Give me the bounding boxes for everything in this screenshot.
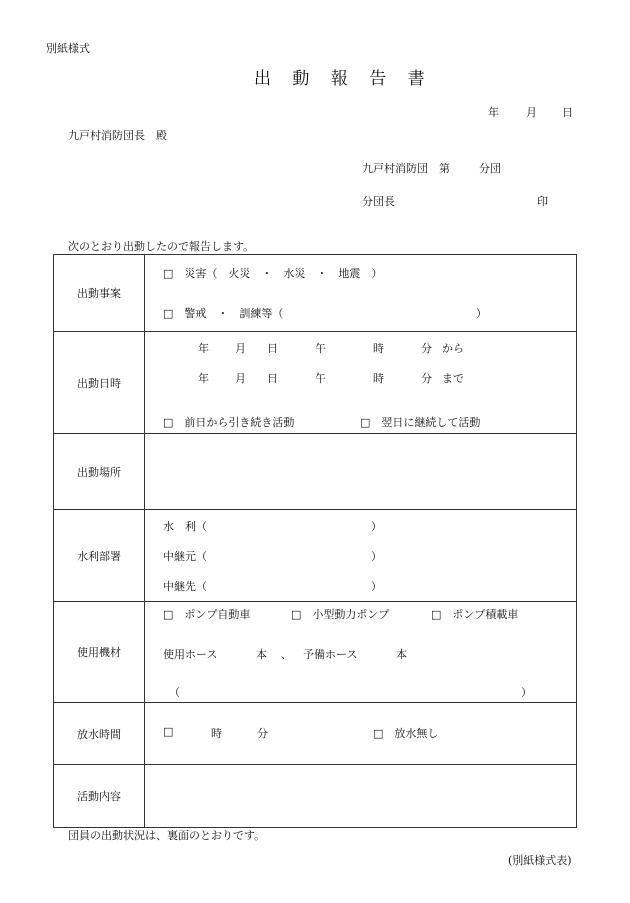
relay-dest-label: 中継先（ — [163, 580, 207, 593]
field-place[interactable] — [145, 434, 577, 510]
label-discharge: 放水時間 — [54, 703, 145, 765]
discharge-minute: 分 — [257, 727, 268, 740]
until-ampm: 午 — [315, 372, 326, 385]
label-case: 出動事案 — [54, 255, 145, 332]
spare-hose-label: 予備ホース — [303, 648, 358, 661]
until-year: 年 — [198, 372, 209, 385]
footer-note: 団員の出動状況は、裏面のとおりです。 — [68, 829, 266, 842]
discharge-hour: 時 — [211, 727, 222, 740]
page-title: 出 動 報 告 書 — [254, 69, 433, 89]
until-hour: 時 — [373, 372, 384, 385]
row-equipment — [54, 602, 577, 703]
date-month: 月 — [526, 106, 537, 119]
date-day: 日 — [562, 106, 573, 119]
field-equipment[interactable] — [145, 602, 577, 703]
date-year: 年 — [488, 106, 499, 119]
until-day: 日 — [267, 372, 278, 385]
checkbox-pump-carrier[interactable]: □ ポンプ積載車 — [431, 608, 519, 621]
relay-origin-label: 中継元（ — [163, 550, 207, 563]
hose-unit: 本 — [256, 648, 267, 661]
case-option-alert[interactable]: □ 警戒 ・ 訓練等（ — [163, 307, 284, 320]
label-water: 水利部署 — [54, 510, 145, 602]
checkbox-no-discharge[interactable]: □ 放水無し — [373, 727, 439, 740]
until-suffix: まで — [442, 372, 464, 385]
from-minute: 分 — [421, 342, 432, 355]
from-month: 月 — [235, 342, 246, 355]
from-day: 日 — [267, 342, 278, 355]
hose-label: 使用ホース — [163, 648, 218, 661]
equipment-note-open: （ — [169, 686, 180, 699]
checkbox-next-day[interactable]: □ 翌日に継続して活動 — [360, 416, 481, 429]
footer-reference: (別紙様式表) — [508, 854, 572, 867]
label-equipment: 使用機材 — [54, 602, 145, 703]
equipment-note-close: ） — [521, 686, 532, 699]
from-year: 年 — [198, 342, 209, 355]
sender-branch: 分団 — [479, 162, 501, 175]
label-datetime: 出動日時 — [54, 332, 145, 434]
checkbox-discharge-time[interactable]: □ — [163, 725, 174, 738]
from-suffix: から — [442, 342, 464, 355]
label-activity: 活動内容 — [54, 765, 145, 828]
label-place: 出動場所 — [54, 434, 145, 510]
row-discharge — [54, 703, 577, 765]
report-table — [53, 254, 577, 828]
sender-title: 分団長 — [362, 195, 395, 208]
sender-org: 九戸村消防団 第 — [362, 162, 450, 175]
until-month: 月 — [235, 372, 246, 385]
from-ampm: 午 — [315, 342, 326, 355]
form-label: 別紙様式 — [46, 42, 90, 55]
field-discharge[interactable] — [145, 703, 577, 765]
row-place — [54, 434, 577, 510]
case-option-disaster[interactable]: □ 災害（ 火災 ・ 水災 ・ 地震 ） — [163, 267, 383, 280]
row-activity — [54, 765, 577, 828]
intro-text: 次のとおり出動したので報告します。 — [68, 240, 255, 253]
seal-mark: 印 — [537, 195, 548, 208]
checkbox-previous-day[interactable]: □ 前日から引き続き活動 — [163, 416, 295, 429]
row-case — [54, 255, 577, 332]
spare-hose-unit: 本 — [396, 648, 407, 661]
field-water[interactable] — [145, 510, 577, 602]
field-datetime[interactable] — [145, 332, 577, 434]
field-case[interactable] — [145, 255, 577, 332]
water-source-close: ） — [371, 520, 382, 533]
water-source-label: 水 利（ — [163, 520, 207, 533]
from-hour: 時 — [373, 342, 384, 355]
relay-origin-close: ） — [371, 550, 382, 563]
addressee: 九戸村消防団長 殿 — [68, 129, 167, 142]
relay-dest-close: ） — [371, 580, 382, 593]
case-option-alert-close: ） — [476, 307, 487, 320]
hose-separator: 、 — [281, 648, 292, 661]
until-minute: 分 — [421, 372, 432, 385]
checkbox-pump-truck[interactable]: □ ポンプ自動車 — [163, 608, 251, 621]
field-activity[interactable] — [145, 765, 577, 828]
row-water — [54, 510, 577, 602]
checkbox-portable-pump[interactable]: □ 小型動力ポンプ — [291, 608, 390, 621]
row-datetime — [54, 332, 577, 434]
